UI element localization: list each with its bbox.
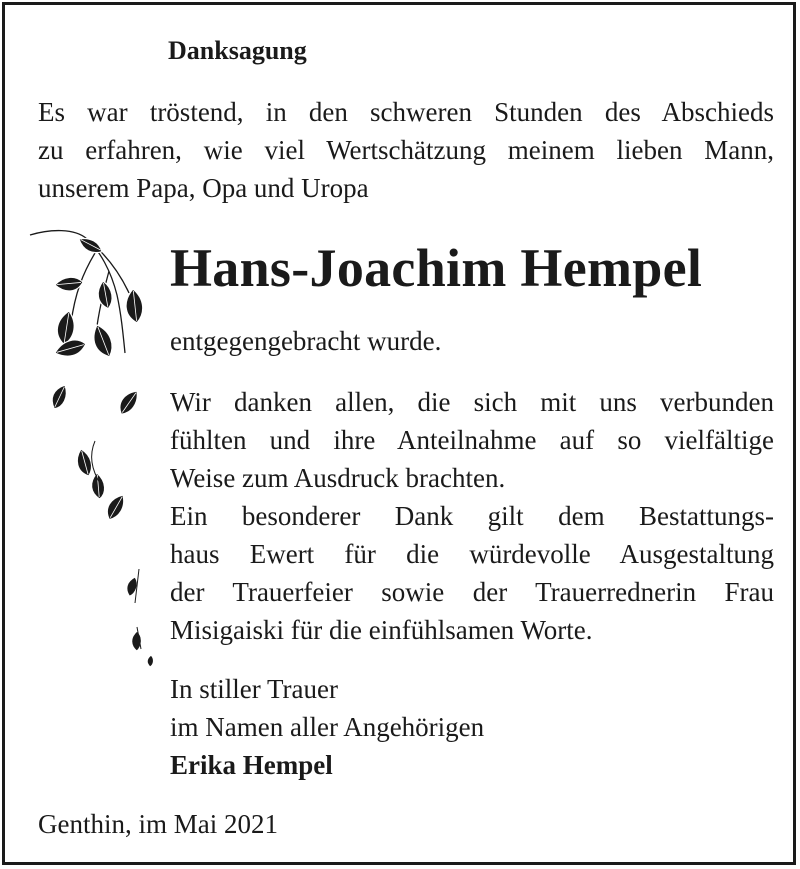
closing-line: im Namen aller Angehörigen: [170, 712, 485, 742]
special-thanks-line: der Trauerfeier sowie der Trauerrednerin Frau: [170, 577, 774, 607]
special-thanks-paragraph: [170, 497, 774, 649]
birch-leaves-icon: [25, 223, 165, 683]
deceased-name: Hans-Joachim Hempel: [170, 238, 703, 298]
thanks-paragraph: [170, 383, 774, 497]
thanks-line: Wir danken allen, die sich mit uns verbunden: [170, 387, 774, 417]
intro-line: unserem Papa, Opa und Uropa: [38, 173, 369, 203]
signer-name: Erika Hempel: [170, 750, 333, 780]
intro-line: Es war tröstend, in den schweren Stunden des Abschieds: [38, 97, 774, 127]
obituary-notice: [2, 2, 796, 865]
intro-text: [38, 93, 774, 207]
thanks-line: fühlten und ihre Anteilnahme auf so vielfältige: [170, 425, 774, 455]
place-date: Genthin, im Mai 2021: [38, 809, 278, 839]
closing-line: In stiller Trauer: [170, 674, 338, 704]
thanks-line: Weise zum Ausdruck brachten.: [170, 463, 506, 493]
closing-block: [170, 670, 484, 784]
contribution-line: entgegengebracht wurde.: [170, 326, 442, 356]
special-thanks-line: Ein besonderer Dank gilt dem Bestattungs-: [170, 501, 774, 531]
special-thanks-line: Misigaiski für die einfühlsamen Worte.: [170, 615, 593, 645]
special-thanks-line: haus Ewert für die würdevolle Ausgestaltung: [170, 539, 774, 569]
intro-line: zu erfahren, wie viel Wertschätzung meinem lieben Mann,: [38, 135, 774, 165]
notice-heading: Danksagung: [168, 36, 307, 65]
